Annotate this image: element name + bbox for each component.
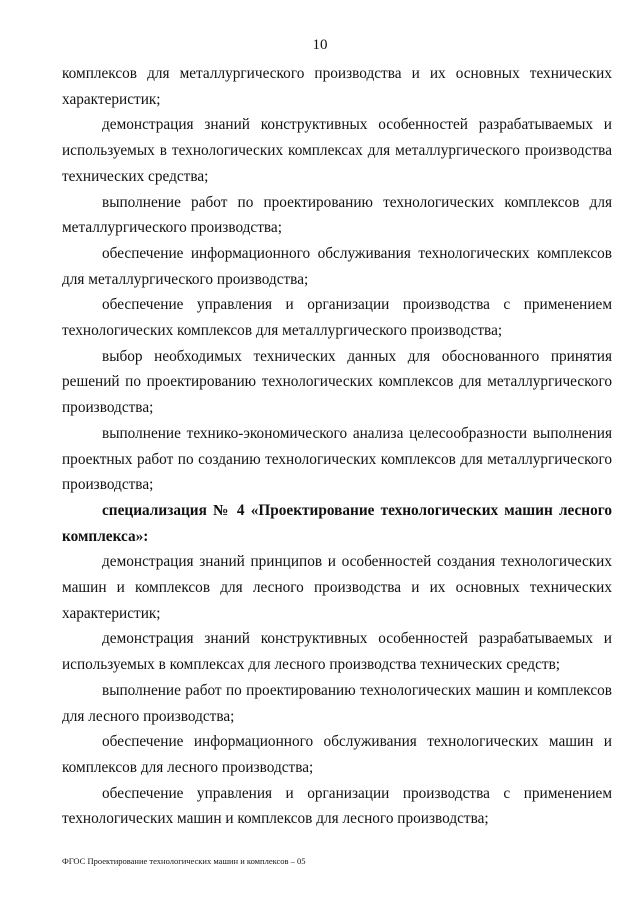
paragraph: выполнение работ по проектированию технологических машин и комплексов для лесного производства; [62, 681, 612, 725]
paragraph: выполнение технико-экономического анализа целесообразности выполнения проектных работ по созданию технологических комплексов для металлургического производства; [62, 424, 612, 494]
paragraph: обеспечение информационного обслуживания технологических машин и комплексов для лесного производства; [62, 733, 612, 776]
body-text [62, 61, 612, 832]
paragraph: выбор необходимых технических данных для обоснованного принятия решений по проектированию технологических комплексов для металлургического производства; [62, 347, 612, 417]
paragraph: демонстрация знаний конструктивных особенностей разрабатываемых и используемых в комплексах для лесного производства технических средств; [62, 630, 612, 674]
paragraph: обеспечение управления и организации производства с применением технологических машин и комплексов для лесного производства; [62, 784, 612, 828]
paragraph: обеспечение управления и организации производства с применением технологических комплексов для металлургического производства; [62, 296, 612, 340]
paragraph: выполнение работ по проектированию технологических комплексов для металлургического производства; [62, 193, 612, 237]
page-footer: ФГОС Проектирование технологических машин и комплексов – 05 [62, 856, 306, 866]
specialization-heading: специализация № 4 «Проектирование технологических машин лесного комплекса»: [62, 501, 612, 545]
paragraph: комплексов для металлургического производства и их основных технических характеристик; [62, 65, 612, 108]
paragraph: демонстрация знаний принципов и особенностей создания технологических машин и комплексов для лесного производства и их основных технических характеристик; [62, 553, 612, 622]
page-number: 10 [312, 37, 328, 53]
paragraph: обеспечение информационного обслуживания технологических комплексов для металлургического производства; [62, 244, 612, 288]
paragraph: демонстрация знаний конструктивных особенностей разрабатываемых и используемых в технологических комплексах для металлургического производства технических средства; [62, 116, 612, 185]
